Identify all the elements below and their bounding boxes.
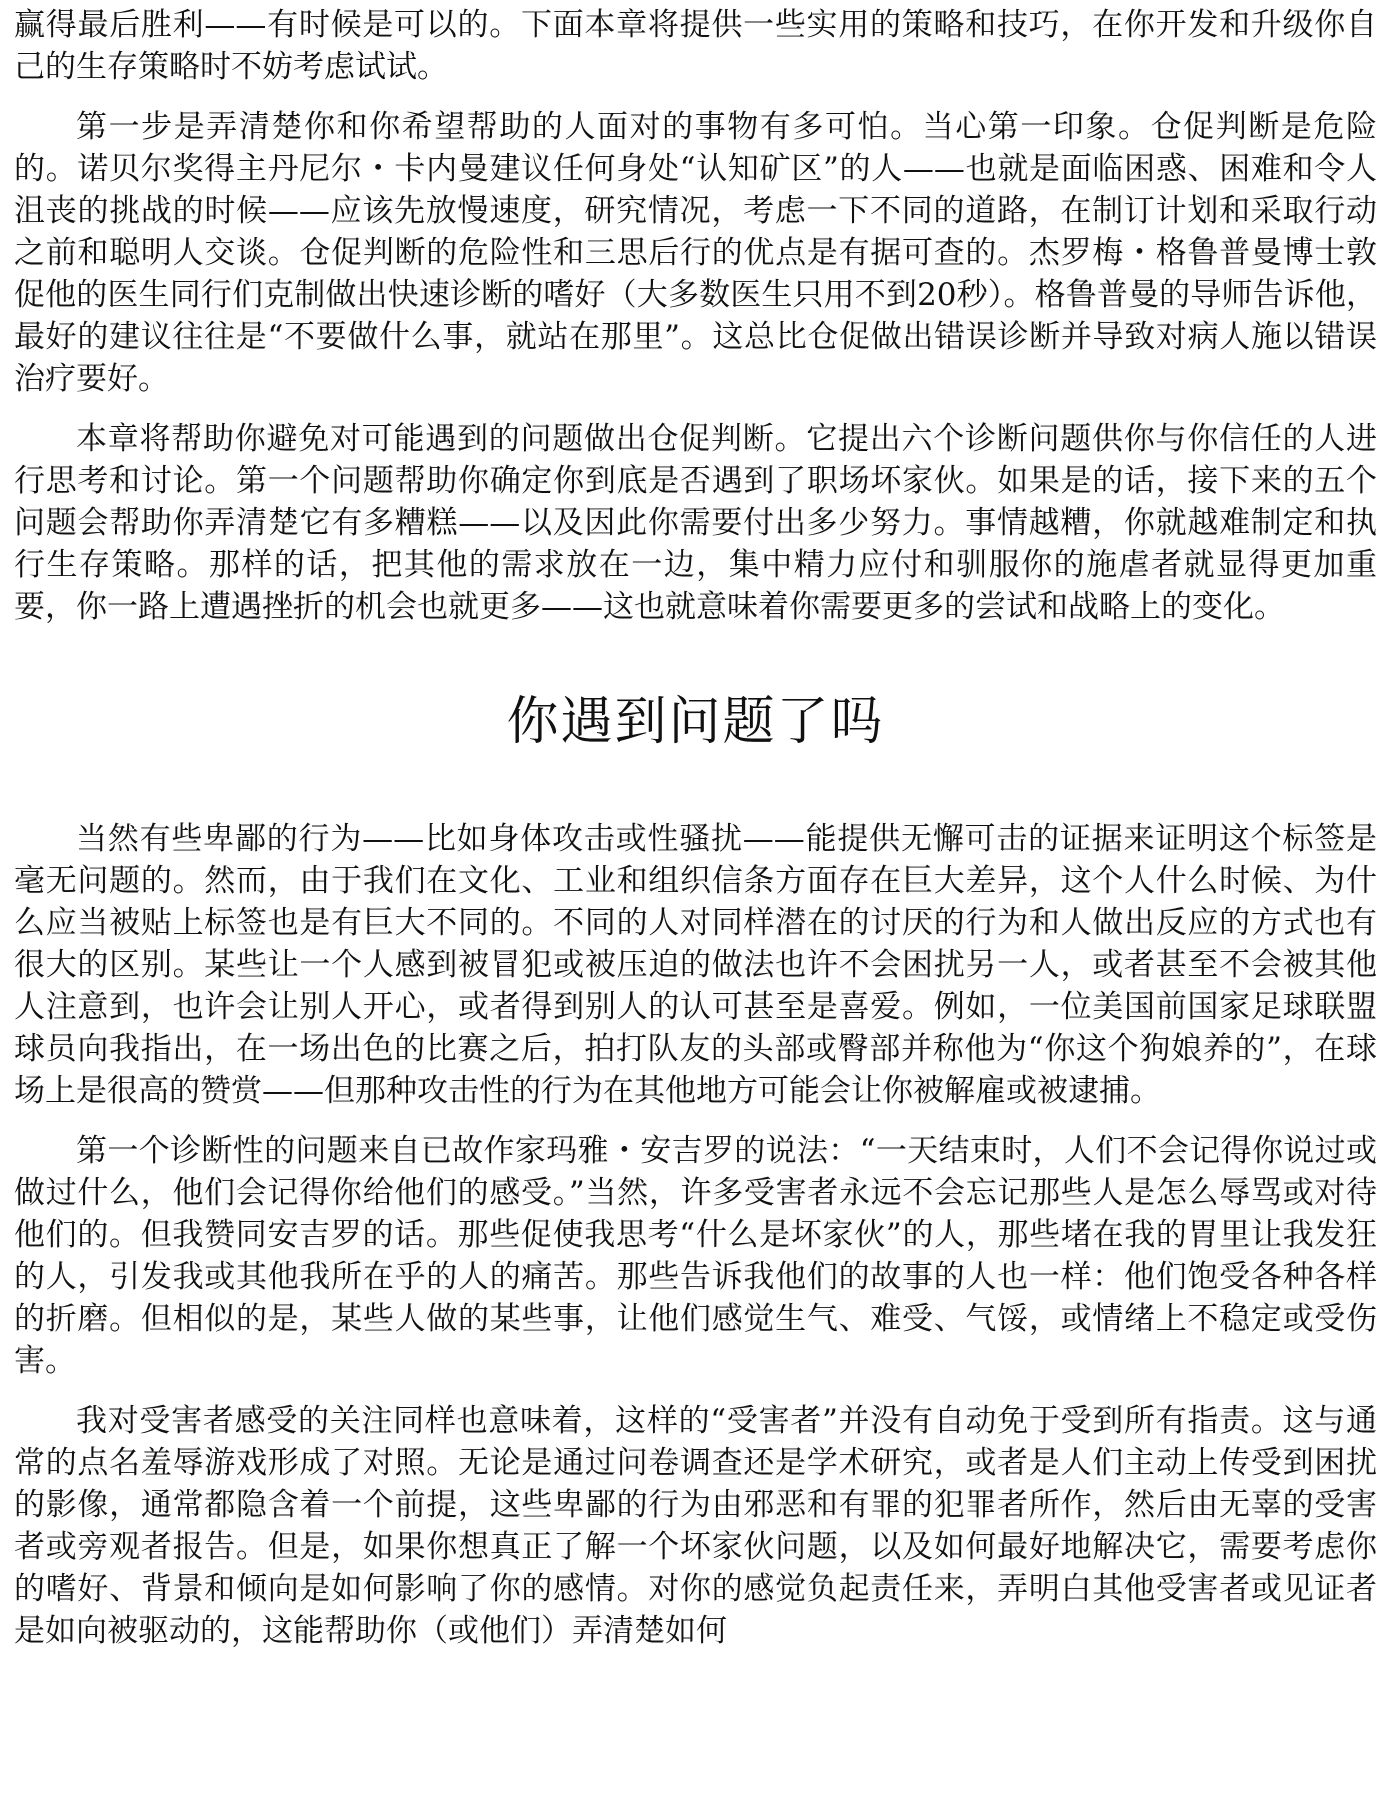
paragraph-first-diagnostic: 第一个诊断性的问题来自已故作家玛雅・安吉罗的说法：“一天结束时，人们不会记得你说过或做过什么，他们会记得你给他们的感受。”当然，许多受害者永远不会忘记那些人是怎么辱骂或对待他们的。但我赞同安吉罗的话。那些促使我思考“什么是坏家伙”的人，那些堵在我的胃里让我发狂的人，引发我或其他我所在乎的人的痛苦。那些告诉我他们的故事的人也一样：他们饱受各种各样的折磨。但相似的是，某些人做的某些事，让他们感觉生气、难受、气馁，或情绪上不稳定或受伤害。 (14, 1133, 1377, 1379)
paragraph-continued: 赢得最后胜利——有时候是可以的。下面本章将提供一些实用的策略和技巧，在你开发和升级你自己的生存策略时不妨考虑试试。 (14, 7, 1377, 85)
paragraph-victim-feelings: 我对受害者感受的关注同样也意味着，这样的“受害者”并没有自动免于受到所有指责。这与通常的点名羞辱游戏形成了对照。无论是通过问卷调查还是学术研究，或者是人们主动上传受到困扰的影像，通常都隐含着一个前提，这些卑鄙的行为由邪恶和有罪的犯罪者所作，然后由无辜的受害者或旁观者报告。但是，如果你想真正了解一个坏家伙问题，以及如何最好地解决它，需要考虑你的嗜好、背景和倾向是如何影响了你的感情。对你的感觉负起责任来，弄明白其他受害者或见证者是如向被驱动的，这能帮助你（或他们）弄清楚如何 (14, 1403, 1377, 1649)
paragraph-labels: 当然有些卑鄙的行为——比如身体攻击或性骚扰——能提供无懈可击的证据来证明这个标签是毫无问题的。然而，由于我们在文化、工业和组织信条方面存在巨大差异，这个人什么时候、为什么应当被贴上标签也是有巨大不同的。不同的人对同样潜在的讨厌的行为和人做出反应的方式也有很大的区别。某些让一个人感到被冒犯或被压迫的做法也许不会困扰另一人，或者甚至不会被其他人注意到，也许会让别人开心，或者得到别人的认可甚至是喜爱。例如，一位美国前国家足球联盟球员向我指出，在一场出色的比赛之后，拍打队友的头部或臀部并称他为“你这个狗娘养的”，在球场上是很高的赞赏——但那种攻击性的行为在其他地方可能会让你被解雇或被逮捕。 (14, 821, 1377, 1109)
paragraph-chapter-overview: 本章将帮助你避免对可能遇到的问题做出仓促判断。它提出六个诊断问题供你与你信任的人进行思考和讨论。第一个问题帮助你确定你到底是否遇到了职场坏家伙。如果是的话，接下来的五个问题会帮助你弄清楚它有多糟糕——以及因此你需要付出多少努力。事情越糟，你就越难制定和执行生存策略。那样的话，把其他的需求放在一边，集中精力应付和驯服你的施虐者就显得更加重要，你一路上遭遇挫折的机会也就更多——这也就意味着你需要更多的尝试和战略上的变化。 (14, 421, 1377, 625)
document-page (14, 4, 1377, 1670)
paragraph-first-step: 第一步是弄清楚你和你希望帮助的人面对的事物有多可怕。当心第一印象。仓促判断是危险的。诺贝尔奖得主丹尼尔・卡内曼建议任何身处“认知矿区”的人——也就是面临困惑、困难和令人沮丧的挑战的时候——应该先放慢速度，研究情况，考虑一下不同的道路，在制订计划和采取行动之前和聪明人交谈。仓促判断的危险性和三思后行的优点是有据可查的。杰罗梅・格鲁普曼博士敦促他的医生同行们克制做出快速诊断的嗜好（大多数医生只用不到20秒）。格鲁普曼的导师告诉他，最好的建议往往是“不要做什么事，就站在那里”。这总比仓促做出错误诊断并导致对病人施以错误治疗要好。 (14, 109, 1377, 397)
section-heading: 你遇到问题了吗 (506, 692, 885, 752)
